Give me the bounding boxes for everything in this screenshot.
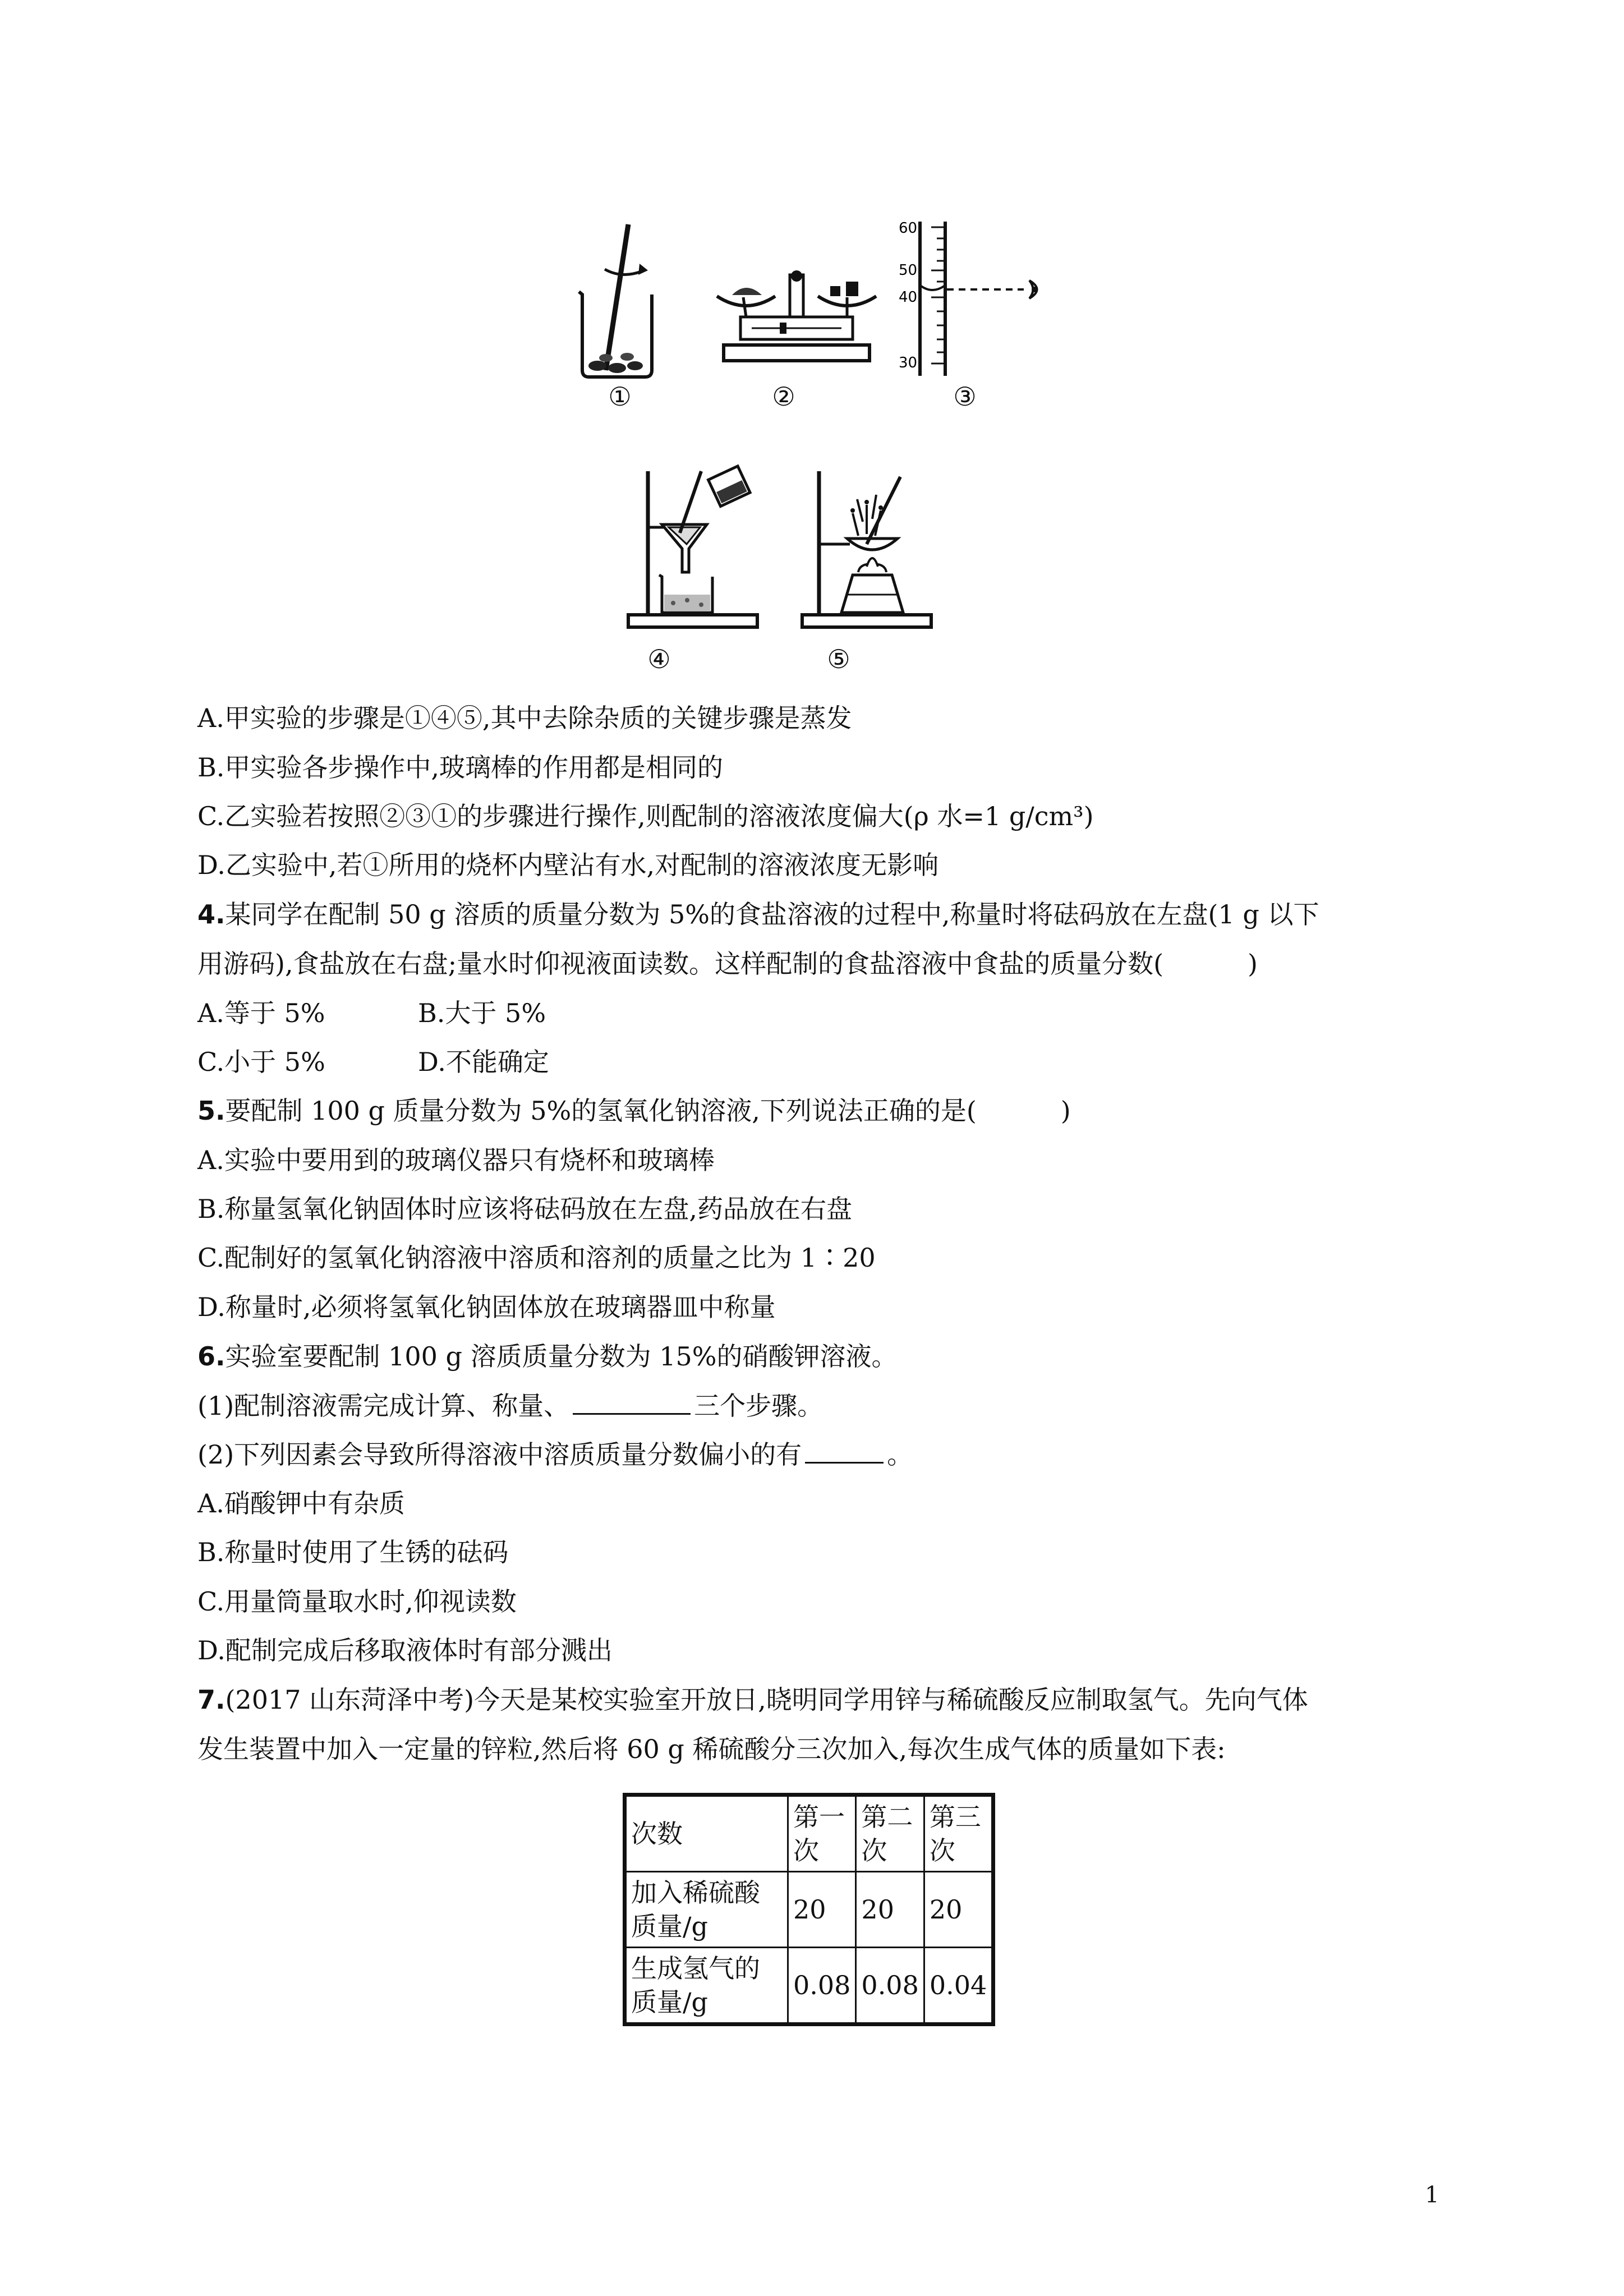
q5-stem-end: ) <box>1060 1096 1071 1126</box>
table-cell: 20 <box>788 1872 856 1948</box>
table-cell: 20 <box>856 1872 924 1948</box>
figure-label-1: ① <box>608 381 632 412</box>
q7-stem-line1 <box>197 1683 1308 1717</box>
figure-label-4: ④ <box>647 644 671 674</box>
table-cell: 0.08 <box>856 1948 924 2024</box>
table-cell: 第三次 <box>924 1795 993 1872</box>
q6-sub1-after: 三个步骤。 <box>694 1391 823 1421</box>
q6-sub2-after: 。 <box>887 1439 913 1470</box>
q4-option-d: D.不能确定 <box>418 1047 549 1077</box>
cylinder-tick-60: 60 <box>899 220 918 237</box>
table-cell: 次数 <box>625 1795 788 1872</box>
page-number: 1 <box>1425 2182 1439 2208</box>
q6-sub1-text: (1)配制溶液需完成计算、称量、 <box>197 1391 570 1421</box>
q4-option-b: B.大于 5% <box>418 998 546 1028</box>
figure-label-5: ⑤ <box>827 644 850 674</box>
q6-option-b: B.称量时使用了生锈的砝码 <box>197 1537 509 1567</box>
table-row <box>625 1872 993 1948</box>
cylinder-tick-30: 30 <box>899 355 918 371</box>
q4-stem-text: 某同学在配制 50 g 溶质的质量分数为 5%的食盐溶液的过程中,称量时将砝码放在左盘(1 g 以下 <box>225 899 1319 930</box>
hydrogen-data-table <box>623 1793 995 2026</box>
q3-option-a: A.甲实验的步骤是①④⑤,其中去除杂质的关键步骤是蒸发 <box>197 703 852 733</box>
table-row <box>625 1948 993 2024</box>
q6-sub1-blank[interactable] <box>573 1388 691 1415</box>
q5-option-b: B.称量氢氧化钠固体时应该将砝码放在左盘,药品放在右盘 <box>197 1194 853 1224</box>
figure-label-3: ③ <box>953 381 977 412</box>
q4-option-a: A.等于 5% <box>197 998 325 1028</box>
table-cell: 0.04 <box>924 1948 993 2024</box>
q4-stem-line1 <box>197 898 1319 931</box>
q6-option-c: C.用量筒量取水时,仰视读数 <box>197 1586 517 1617</box>
table-cell: 第二次 <box>856 1795 924 1872</box>
q5-option-d: D.称量时,必须将氢氧化钠固体放在玻璃器皿中称量 <box>197 1292 776 1322</box>
q6-option-d: D.配制完成后移取液体时有部分溅出 <box>197 1635 613 1665</box>
q4-stem-end: ) <box>1248 949 1258 979</box>
q6-sub2 <box>197 1437 913 1471</box>
q5-option-a: A.实验中要用到的玻璃仪器只有烧杯和玻璃棒 <box>197 1145 715 1175</box>
figure-measuring-cylinder <box>898 219 1055 381</box>
cylinder-tick-50: 50 <box>899 262 918 279</box>
figure-label-2: ② <box>772 381 795 412</box>
q6-option-a: A.硝酸钾中有杂质 <box>197 1488 405 1519</box>
q6-sub2-text: (2)下列因素会导致所得溶液中溶质质量分数偏小的有 <box>197 1439 802 1470</box>
figure-filtration <box>617 460 769 634</box>
table-cell: 第一次 <box>788 1795 856 1872</box>
table-cell: 20 <box>924 1872 993 1948</box>
q6-stem-text: 实验室要配制 100 g 溶质质量分数为 15%的硝酸钾溶液。 <box>225 1341 898 1372</box>
q5-option-c: C.配制好的氢氧化钠溶液中溶质和溶剂的质量之比为 1∶20 <box>197 1243 876 1273</box>
table-cell: 0.08 <box>788 1948 856 2024</box>
q7-stem-text: (2017 山东菏泽中考)今天是某校实验室开放日,晓明同学用锌与稀硫酸反应制取氢气。先向气体 <box>225 1685 1308 1715</box>
q5-stem <box>197 1094 1071 1128</box>
q3-option-c: C.乙实验若按照②③①的步骤进行操作,则配制的溶液浓度偏大(ρ 水=1 g/cm³) <box>197 801 1094 831</box>
q3-option-b: B.甲实验各步操作中,玻璃棒的作用都是相同的 <box>197 752 724 783</box>
figure-balance <box>712 264 881 370</box>
q3-option-d: D.乙实验中,若①所用的烧杯内壁沾有水,对配制的溶液浓度无影响 <box>197 850 939 880</box>
table-cell: 加入稀硫酸质量/g <box>625 1872 788 1948</box>
q6-stem <box>197 1340 897 1373</box>
q7-stem-line2: 发生装置中加入一定量的锌粒,然后将 60 g 稀硫酸分三次加入,每次生成气体的质量如下表: <box>197 1734 1226 1764</box>
q4-stem-text2: 用游码),食盐放在右盘;量水时仰视液面读数。这样配制的食盐溶液中食盐的质量分数( <box>197 949 1164 979</box>
q6-sub1 <box>197 1388 823 1423</box>
figure-dissolving-beaker <box>572 219 668 381</box>
q4-stem-line2 <box>197 947 1258 981</box>
q5-number: 5. <box>197 1096 226 1126</box>
cylinder-tick-40: 40 <box>899 289 918 306</box>
q4-number: 4. <box>197 899 226 930</box>
q4-option-c: C.小于 5% <box>197 1047 325 1077</box>
q6-sub2-blank[interactable] <box>805 1437 884 1464</box>
q6-number: 6. <box>197 1341 226 1372</box>
figure-evaporation <box>797 460 942 634</box>
q7-number: 7. <box>197 1685 226 1715</box>
q5-stem-text: 要配制 100 g 质量分数为 5%的氢氧化钠溶液,下列说法正确的是( <box>225 1096 977 1126</box>
table-row <box>625 1795 993 1872</box>
table-cell: 生成氢气的质量/g <box>625 1948 788 2024</box>
